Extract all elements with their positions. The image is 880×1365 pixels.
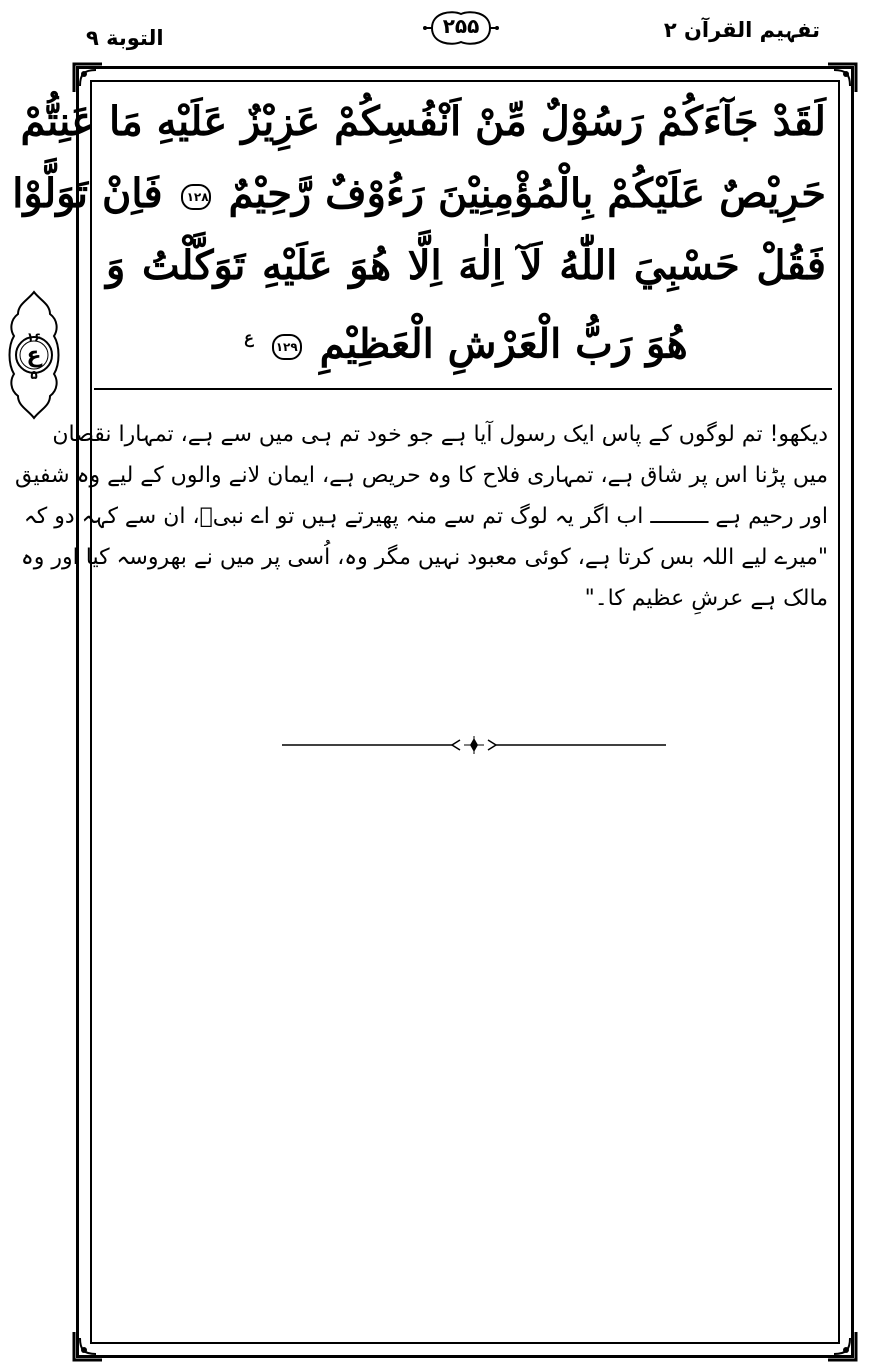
ruku-sign-small: ع (244, 328, 254, 347)
translation-line: دیکھو! تم لوگوں کے پاس ایک رسول آیا ہے جو خود تم ہی میں سے ہے، تمہارا نقصان (52, 422, 828, 447)
translation-line: میں پڑنا اس پر شاق ہے، تمہاری فلاح کا وہ حریص ہے، ایمان لانے والوں کے لیے وہ شفیق (15, 463, 828, 488)
verse-line-text: هُوَ رَبُّ الْعَرْشِ الْعَظِيْمِ (319, 320, 688, 368)
urdu-translation-block (15, 414, 828, 619)
verse-line (12, 158, 826, 230)
corner-ornament-icon (826, 1330, 858, 1362)
ayah-number-marker: ۱۲۸ (181, 184, 211, 210)
translation-line: اور رحیم ہے ـــــــــ اب اگر یہ لوگ تم سے منہ پھیرتے ہیں تو اے نبیؐ، ان سے کہہ دو کہ (23, 504, 828, 529)
corner-ornament-icon (72, 1330, 104, 1362)
ruku-count-bottom: ۵ (30, 368, 38, 382)
verse-line: لَقَدْ جَآءَكُمْ رَسُوْلٌ مِّنْ اَنْفُسِكُمْ عَزِيْزٌ عَلَيْهِ مَا عَنِتُّمْ (20, 98, 826, 145)
ruku-count-top: ۱۶ (26, 330, 42, 344)
surah-label: التوبة ۹ (86, 26, 164, 50)
book-title: تفہیم القرآن ۲ (663, 18, 820, 42)
end-ornament-icon (282, 736, 666, 754)
ruku-marker (6, 290, 62, 420)
corner-ornament-icon (826, 62, 858, 94)
ruku-sign: ع (26, 343, 42, 368)
section-divider (94, 388, 832, 390)
ayah-number-marker: ۱۲۹ (272, 334, 302, 360)
verse-line: فَقُلْ حَسْبِيَ اللّٰهُ لَآ اِلٰهَ اِلَّا هُوَ عَلَيْهِ تَوَكَّلْتُ وَ (106, 242, 826, 289)
translation-line: "میرے لیے اللہ بس کرتا ہے، کوئی معبود نہیں مگر وہ، اُسی پر میں نے بھروسہ کیا اور وہ (20, 545, 828, 570)
verse-line-text: حَرِيْصٌ عَلَيْكُمْ بِالْمُؤْمِنِيْنَ رَءُوْفٌ رَّحِيْمٌ (228, 170, 826, 217)
verse-line-tail: فَاِنْ تَوَلَّوْا (12, 170, 163, 217)
translation-line: مالک ہے عرشِ عظیم کا۔" (584, 586, 828, 611)
page-number: ۲۵۵ (442, 14, 480, 38)
verse-line (106, 302, 826, 374)
